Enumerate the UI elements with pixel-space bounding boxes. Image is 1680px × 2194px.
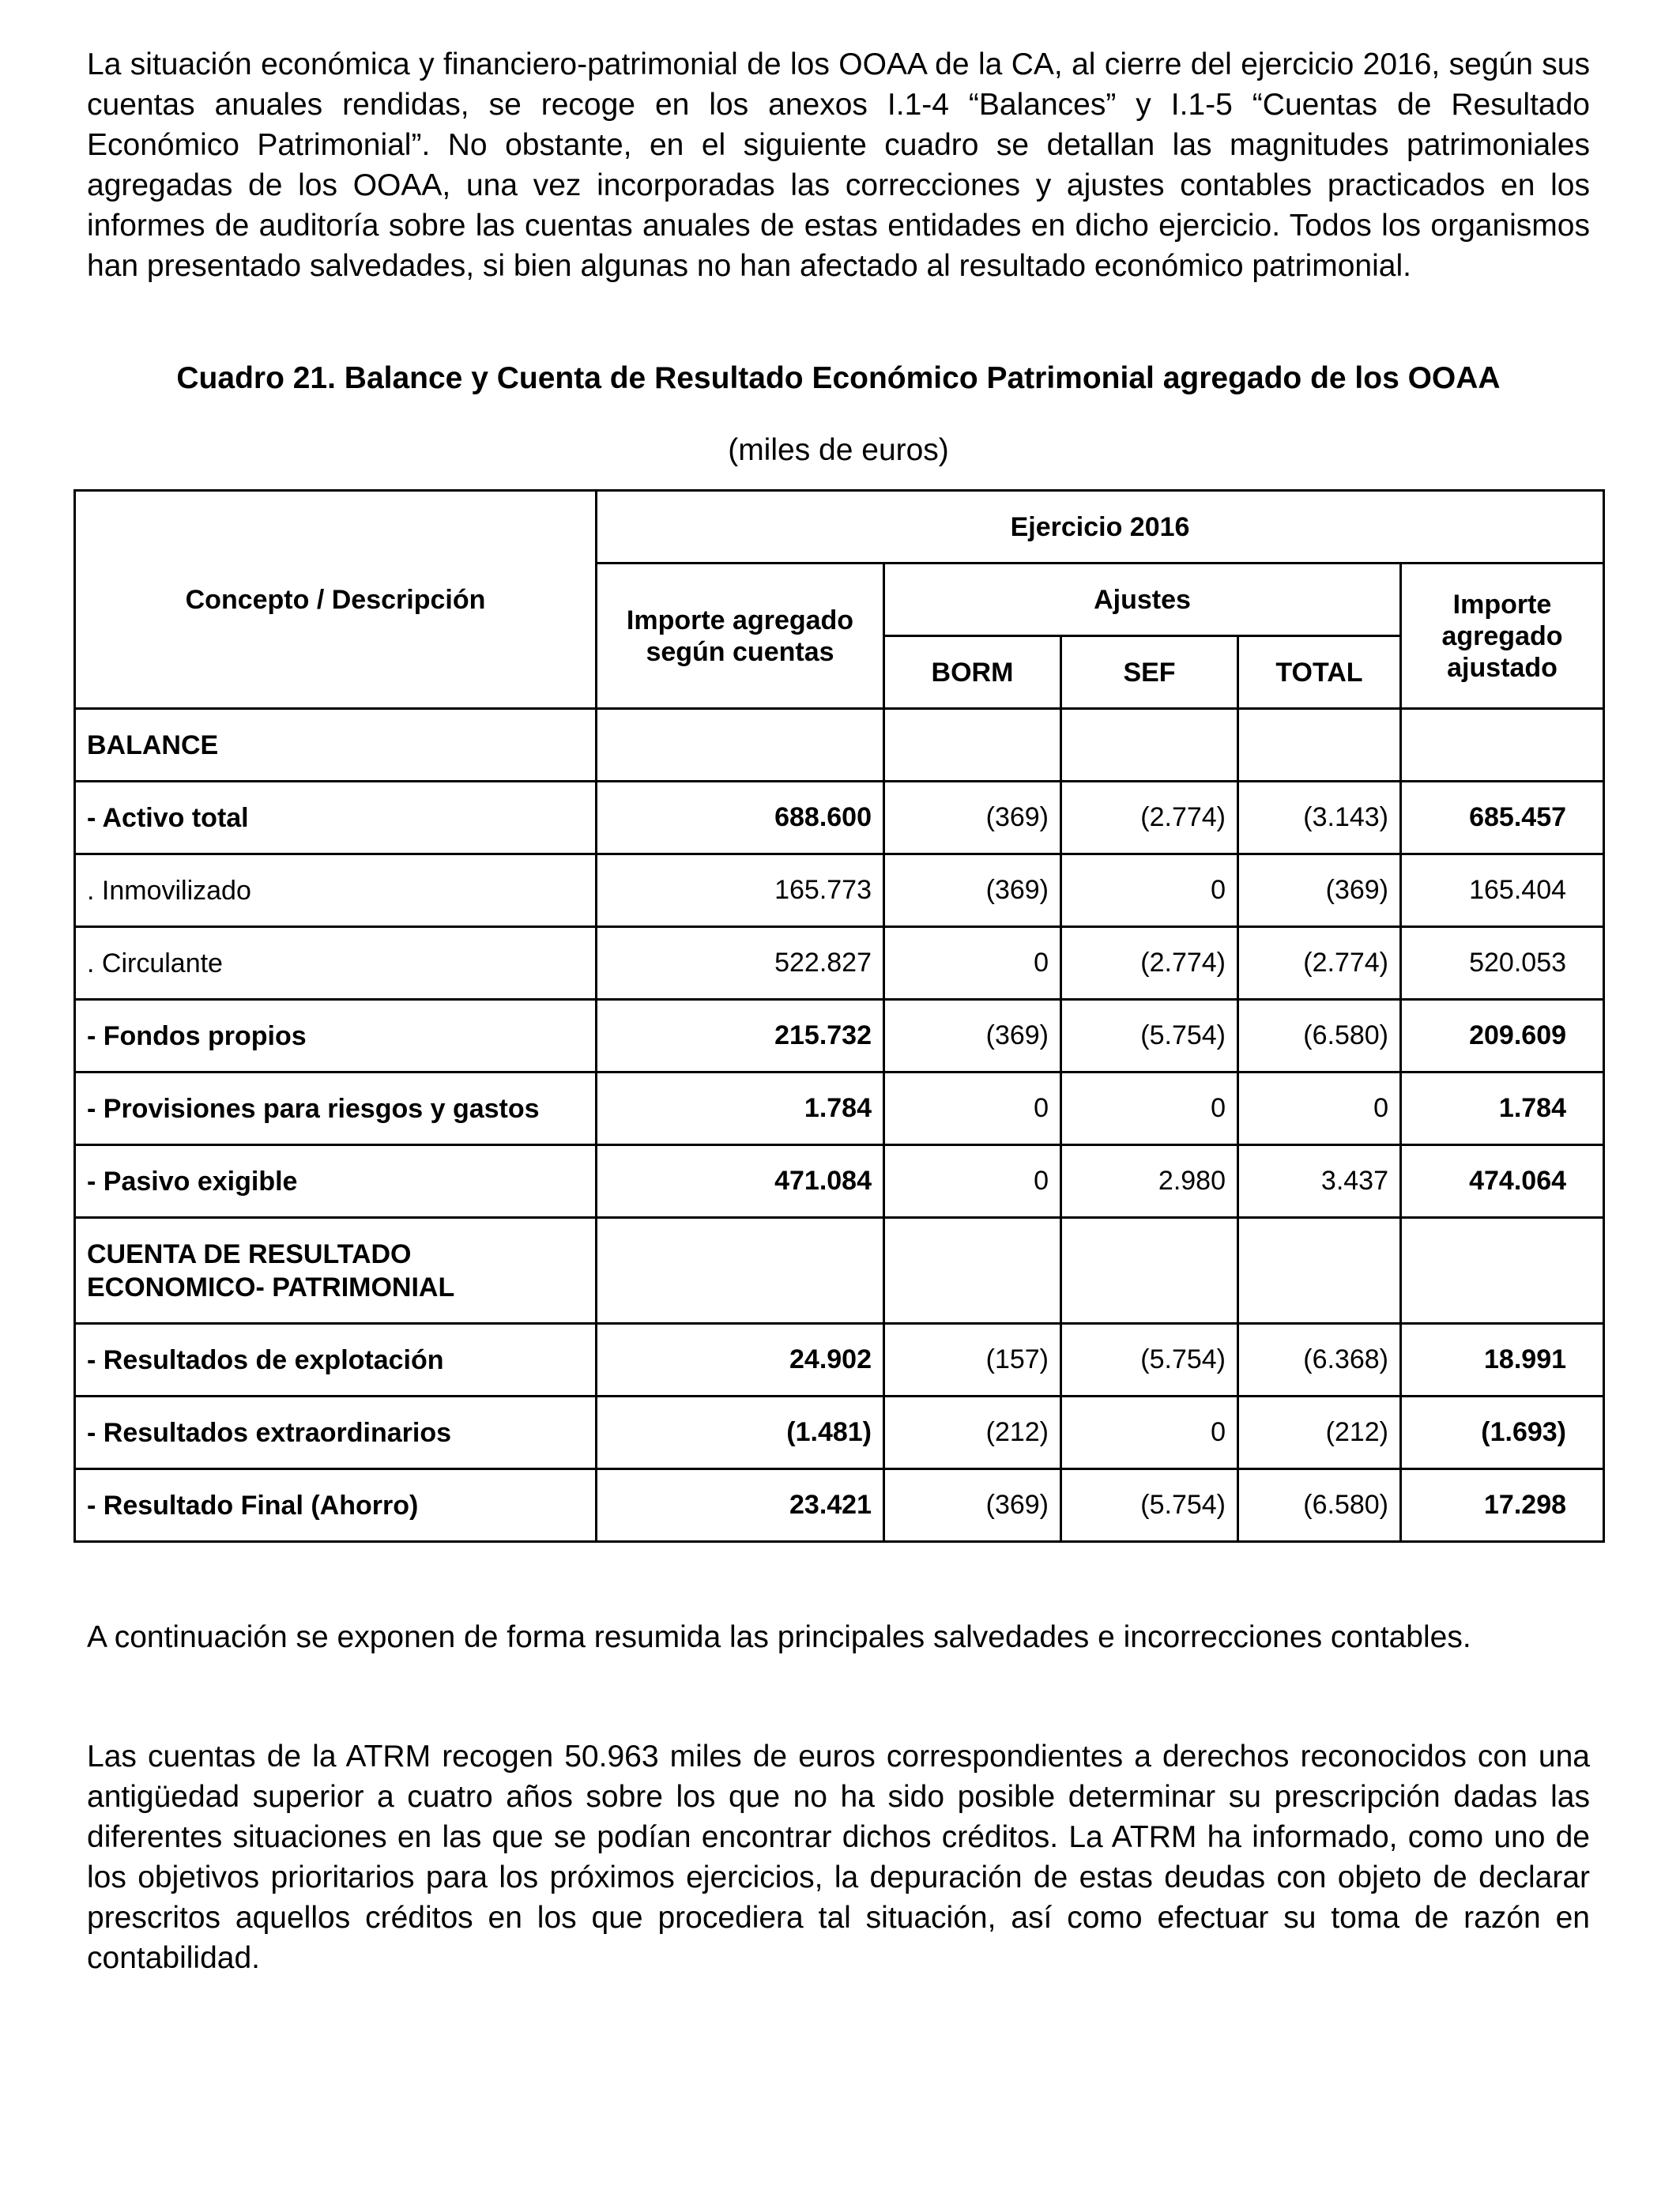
table-row (75, 1324, 1604, 1397)
atrm-paragraph: Las cuentas de la ATRM recogen 50.963 miles de euros correspondientes a derechos reconocidos con una antigüedad superior a cuatro años sobre los que no ha sido posible determinar su prescripción dadas las diferentes situaciones en las que se podían encontrar dichos créditos. La ATRM ha informado, como uno de los objetivos prioritarios para los próximos ejercicios, la depuración de estas deudas con objeto de declarar prescritos aquellos créditos en los que procediera tal situación, así como efectuar su toma de razón en contabilidad. (87, 1740, 1590, 1975)
row-sef: (5.754) (1061, 1469, 1238, 1542)
row-sef: (5.754) (1061, 1324, 1238, 1397)
row-sef: 2.980 (1061, 1145, 1238, 1218)
row-total (1238, 709, 1401, 782)
row-concepto: - Resultado Final (Ahorro) (75, 1469, 597, 1542)
row-borm: (369) (884, 782, 1061, 854)
row-concepto: - Fondos propios (75, 1000, 597, 1072)
row-importe: 522.827 (597, 927, 884, 1000)
row-sef: 0 (1061, 1072, 1238, 1145)
row-sef: 0 (1061, 1397, 1238, 1469)
header-borm: BORM (884, 636, 1061, 709)
row-borm: 0 (884, 1145, 1061, 1218)
table-row (75, 1397, 1604, 1469)
row-ajustado: 17.298 (1401, 1469, 1604, 1542)
row-borm: (369) (884, 854, 1061, 927)
row-sef: (2.774) (1061, 927, 1238, 1000)
row-total: (3.143) (1238, 782, 1401, 854)
row-total: (212) (1238, 1397, 1401, 1469)
row-borm: 0 (884, 927, 1061, 1000)
table-row (75, 1218, 1604, 1324)
row-borm: (369) (884, 1469, 1061, 1542)
row-concepto: - Resultados de explotación (75, 1324, 597, 1397)
row-total: 3.437 (1238, 1145, 1401, 1218)
row-concepto: - Provisiones para riesgos y gastos (75, 1072, 597, 1145)
row-importe: 471.084 (597, 1145, 884, 1218)
row-total: (6.580) (1238, 1000, 1401, 1072)
row-importe: 688.600 (597, 782, 884, 854)
row-borm (884, 1218, 1061, 1324)
row-ajustado: 520.053 (1401, 927, 1604, 1000)
row-importe: 24.902 (597, 1324, 884, 1397)
row-total: (6.580) (1238, 1469, 1401, 1542)
table-title: Cuadro 21. Balance y Cuenta de Resultado Económico Patrimonial agregado de los OOAA (176, 361, 1501, 395)
row-sef (1061, 1218, 1238, 1324)
row-importe: (1.481) (597, 1397, 884, 1469)
header-ejercicio: Ejercicio 2016 (597, 491, 1604, 564)
row-borm: 0 (884, 1072, 1061, 1145)
header-ajustes: Ajustes (884, 564, 1401, 636)
header-sef: SEF (1061, 636, 1238, 709)
row-sef: 0 (1061, 854, 1238, 927)
row-importe: 215.732 (597, 1000, 884, 1072)
row-ajustado: 18.991 (1401, 1324, 1604, 1397)
row-total: (2.774) (1238, 927, 1401, 1000)
row-importe: 165.773 (597, 854, 884, 927)
row-sef: (5.754) (1061, 1000, 1238, 1072)
intro-paragraph: La situación económica y financiero-patrimonial de los OOAA de la CA, al cierre del ejercicio 2016, según sus cuentas anuales rendidas, se recoge en los anexos I.1-4 “Balances” y I.1-5 “Cuentas de Resultado Económico Patrimonial”. No obstante, en el siguiente cuadro se detallan las magnitudes patrimoniales agregadas de los OOAA, una vez incorporadas las correcciones y ajustes contables practicados en los informes de auditoría sobre las cuentas anuales de estas entidades en dicho ejercicio. Todos los organismos han presentado salvedades, si bien algunas no han afectado al resultado económico patrimonial. (87, 47, 1590, 283)
table-row (75, 854, 1604, 927)
continuacion-paragraph: A continuación se exponen de forma resumida las principales salvedades e incorrecciones contables. (87, 1620, 1471, 1654)
row-total: 0 (1238, 1072, 1401, 1145)
header-importe-agregado: Importe agregado según cuentas (597, 564, 884, 709)
table-row (75, 1072, 1604, 1145)
table-row (75, 1145, 1604, 1218)
row-importe (597, 1218, 884, 1324)
row-concepto: CUENTA DE RESULTADO ECONOMICO- PATRIMONIAL (75, 1218, 597, 1324)
table-row (75, 1469, 1604, 1542)
row-ajustado: 209.609 (1401, 1000, 1604, 1072)
table-row (75, 927, 1604, 1000)
row-concepto: . Circulante (75, 927, 597, 1000)
row-ajustado (1401, 709, 1604, 782)
balance-table (73, 489, 1605, 1543)
row-ajustado: 1.784 (1401, 1072, 1604, 1145)
header-importe-ajustado: Importe agregado ajustado (1401, 564, 1604, 709)
row-ajustado: (1.693) (1401, 1397, 1604, 1469)
row-concepto: . Inmovilizado (75, 854, 597, 927)
row-concepto: BALANCE (75, 709, 597, 782)
table-subtitle: (miles de euros) (728, 433, 949, 467)
row-borm: (369) (884, 1000, 1061, 1072)
table-row (75, 782, 1604, 854)
row-total: (6.368) (1238, 1324, 1401, 1397)
row-concepto: - Resultados extraordinarios (75, 1397, 597, 1469)
row-ajustado: 165.404 (1401, 854, 1604, 927)
table-row (75, 709, 1604, 782)
row-concepto: - Pasivo exigible (75, 1145, 597, 1218)
row-importe (597, 709, 884, 782)
row-importe: 23.421 (597, 1469, 884, 1542)
row-total (1238, 1218, 1401, 1324)
row-concepto: - Activo total (75, 782, 597, 854)
header-concepto: Concepto / Descripción (75, 491, 597, 709)
row-ajustado: 685.457 (1401, 782, 1604, 854)
row-sef: (2.774) (1061, 782, 1238, 854)
row-importe: 1.784 (597, 1072, 884, 1145)
row-total: (369) (1238, 854, 1401, 927)
table-row (75, 1000, 1604, 1072)
row-borm (884, 709, 1061, 782)
row-ajustado (1401, 1218, 1604, 1324)
row-borm: (157) (884, 1324, 1061, 1397)
row-sef (1061, 709, 1238, 782)
row-borm: (212) (884, 1397, 1061, 1469)
row-ajustado: 474.064 (1401, 1145, 1604, 1218)
header-total: TOTAL (1238, 636, 1401, 709)
